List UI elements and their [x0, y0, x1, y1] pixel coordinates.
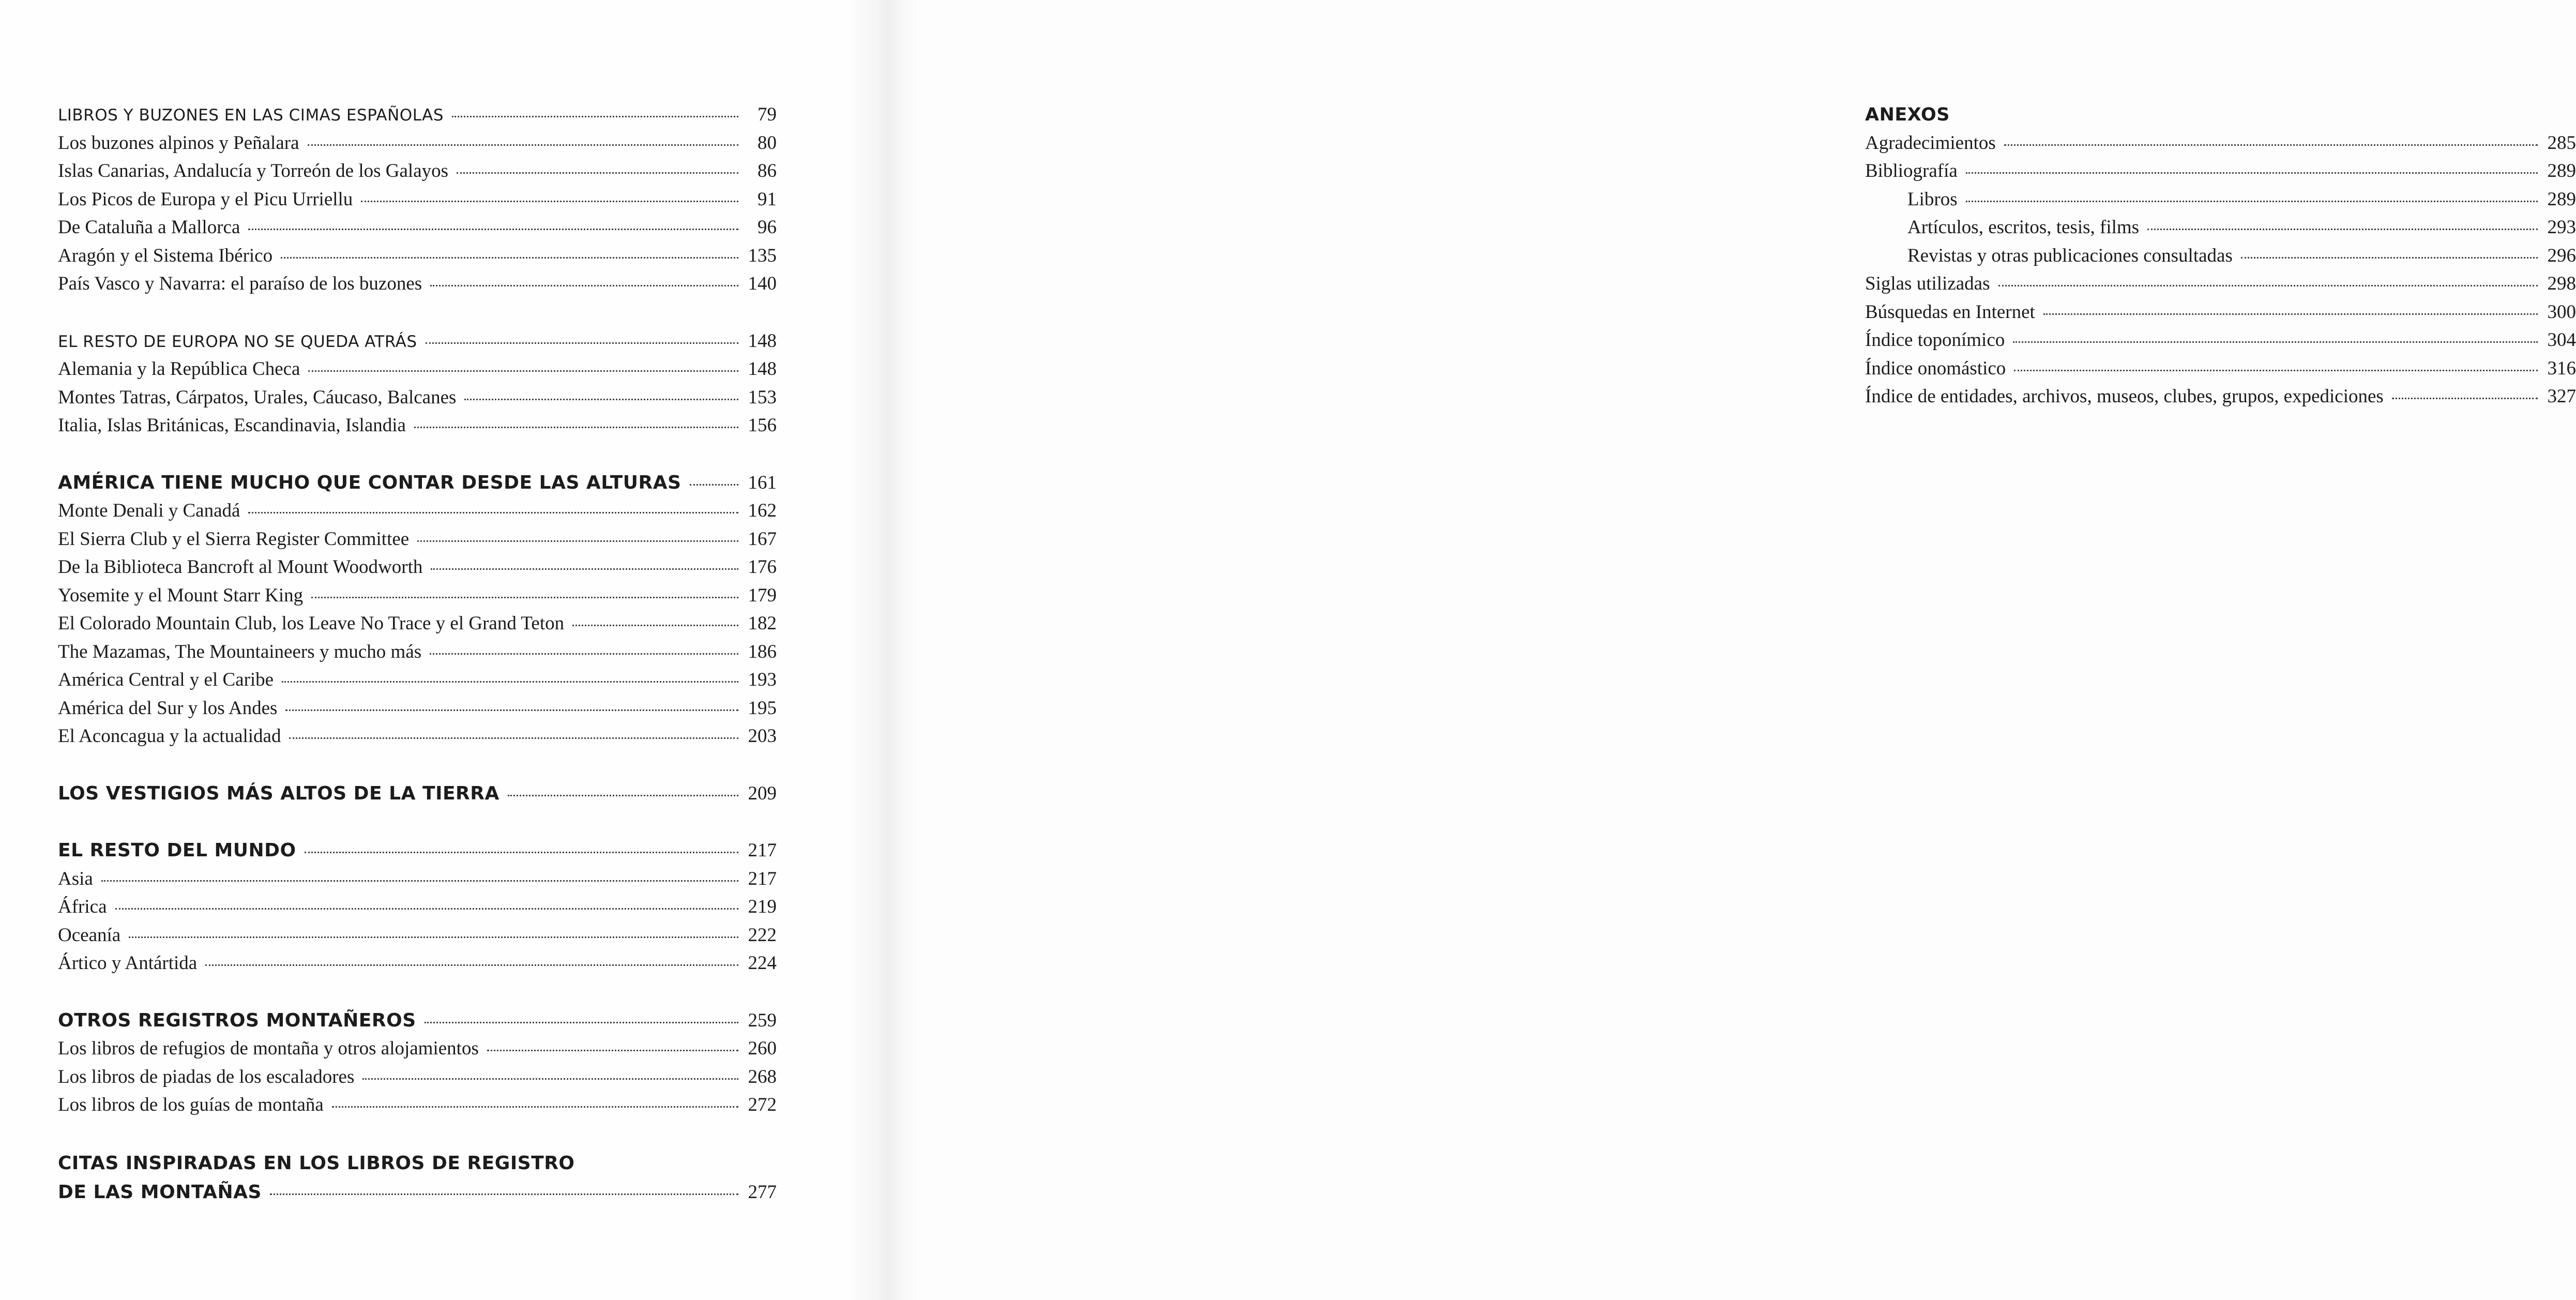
page-number: 298: [2547, 273, 2576, 294]
page-number: 260: [748, 1038, 777, 1059]
final-section-heading-line2: [58, 1178, 777, 1207]
toc-entry: [58, 865, 777, 894]
section-gap: [58, 751, 777, 780]
toc-entry: [1865, 298, 2576, 327]
page-number: 316: [2547, 357, 2576, 379]
toc-entry-label: El Aconcagua y la actualidad: [58, 725, 281, 747]
dot-leader: [248, 512, 738, 513]
section-heading-label: OTROS REGISTROS MONTAÑEROS: [58, 1009, 416, 1031]
toc-entry-label: El Colorado Mountain Club, los Leave No Trace y el Grand Teton: [58, 613, 565, 634]
dot-leader: [2392, 398, 2538, 399]
section-heading-label: EL RESTO DEL MUNDO: [58, 840, 296, 861]
toc-entry-label: África: [58, 896, 107, 917]
page-number: 79: [757, 104, 777, 125]
toc-entry-label: Los libros de refugios de montaña y otros alojamientos: [58, 1038, 479, 1059]
dot-leader: [572, 625, 738, 626]
page-number: 222: [748, 924, 777, 946]
page-number: 182: [748, 613, 777, 634]
left-toc: [58, 101, 777, 1206]
toc-entry: [58, 582, 777, 610]
section-heading: [58, 1007, 777, 1035]
dot-leader: [430, 653, 738, 655]
toc-entry-label: The Mazamas, The Mountaineers y mucho más: [58, 641, 422, 662]
page-number: 285: [2547, 132, 2576, 154]
dot-leader: [2241, 257, 2538, 259]
section-heading-label: AMÉRICA TIENE MUCHO QUE CONTAR DESDE LAS ALTURAS: [58, 472, 681, 493]
dot-leader: [115, 908, 739, 910]
section-gap: [58, 808, 777, 837]
page-number: 153: [748, 386, 777, 408]
toc-entry: [58, 638, 777, 667]
toc-entry: [1865, 270, 2576, 298]
toc-entry: [58, 525, 777, 554]
section-gap: [58, 440, 777, 469]
dot-leader: [289, 737, 738, 739]
page-number: 296: [2547, 245, 2576, 266]
section-heading: [58, 837, 777, 865]
dot-leader: [129, 936, 738, 938]
toc-entry-label: Monte Denali y Canadá: [58, 500, 240, 521]
toc-entry-label: De Cataluña a Mallorca: [58, 217, 240, 238]
toc-entry: [1865, 383, 2576, 411]
toc-entry-label: Alemania y la República Checa: [58, 358, 300, 380]
toc-entry: [58, 694, 777, 723]
section-gap: [58, 978, 777, 1007]
toc-entry-label: Los Picos de Europa y el Picu Urriellu: [58, 188, 353, 210]
dot-leader: [487, 1050, 738, 1051]
toc-entry: [58, 666, 777, 694]
page-number: 277: [748, 1181, 777, 1203]
dot-leader: [426, 342, 738, 344]
toc-entry: [58, 1063, 777, 1092]
final-section-label: DE LAS MONTAÑAS: [58, 1181, 262, 1203]
dot-leader: [1966, 172, 2538, 174]
toc-entry-label: Los libros de piadas de los escaladores: [58, 1066, 355, 1087]
toc-entry: [58, 497, 777, 525]
page-number: 179: [748, 584, 777, 606]
dot-leader: [464, 399, 738, 400]
page-number: 86: [757, 160, 777, 182]
page-number: 156: [748, 415, 777, 436]
toc-subentry-label: Artículos, escritos, tesis, films: [1907, 217, 2140, 238]
section-gap: [58, 1120, 777, 1148]
page-number: 293: [2547, 217, 2576, 238]
toc-entry: [1865, 157, 2576, 186]
toc-subentry-label: Libros: [1907, 188, 1958, 210]
dot-leader: [2043, 313, 2538, 315]
toc-entry: [58, 722, 777, 751]
toc-entry-label: Los buzones alpinos y Peñalara: [58, 132, 299, 154]
toc-entry-label: Siglas utilizadas: [1865, 273, 1990, 294]
toc-subentry: [1865, 214, 2576, 242]
dot-leader: [2014, 370, 2538, 371]
section-heading-label: LOS VESTIGIOS MÁS ALTOS DE LA TIERRA: [58, 782, 499, 804]
dot-leader: [101, 880, 738, 882]
anexos-heading: ANEXOS: [1865, 104, 1950, 125]
toc-entry-label: Índice toponímico: [1865, 329, 2005, 351]
toc-entry-label: Yosemite y el Mount Starr King: [58, 584, 304, 606]
page-number: 289: [2547, 160, 2576, 182]
dot-leader: [332, 1106, 738, 1108]
page-number: 96: [757, 217, 777, 238]
dot-leader: [431, 568, 738, 570]
toc-entry: [58, 186, 777, 214]
toc-subentry: [1865, 242, 2576, 270]
page-number: 268: [748, 1066, 777, 1087]
dot-leader: [457, 172, 738, 174]
dot-leader: [2013, 341, 2538, 343]
dot-leader: [414, 427, 738, 428]
toc-entry-label: Agradecimientos: [1865, 132, 1996, 154]
toc-entry: [58, 157, 777, 186]
page-number: 80: [757, 132, 777, 154]
toc-entry-label: América del Sur y los Andes: [58, 697, 278, 719]
page-number: 217: [748, 868, 777, 889]
dot-leader: [361, 201, 738, 202]
right-toc: [1865, 101, 2576, 411]
section-heading: [58, 327, 777, 356]
toc-entry-label: Islas Canarias, Andalucía y Torreón de los Galayos: [58, 160, 449, 182]
page-number: 135: [748, 245, 777, 266]
section-heading: [58, 780, 777, 808]
toc-entry-label: América Central y el Caribe: [58, 669, 274, 690]
toc-entry: [58, 384, 777, 412]
page-number: 148: [748, 330, 777, 352]
toc-entry-label: Asia: [58, 868, 93, 889]
dot-leader: [270, 1193, 738, 1195]
page-number: 176: [748, 556, 777, 578]
dot-leader: [248, 229, 738, 230]
book-gutter-shadow: [848, 0, 920, 1300]
page-number: 161: [748, 472, 777, 493]
toc-entry-label: Italia, Islas Británicas, Escandinavia, Islandia: [58, 415, 406, 436]
toc-entry: [58, 270, 777, 298]
toc-entry: [1865, 129, 2576, 158]
toc-entry-label: Aragón y el Sistema Ibérico: [58, 245, 273, 266]
page-number: 289: [2547, 188, 2576, 210]
section-heading: [58, 469, 777, 497]
section-heading: [58, 101, 777, 129]
dot-leader: [452, 116, 738, 117]
anexos-list: [1865, 129, 2576, 411]
dot-leader: [425, 1022, 738, 1023]
page-number: 148: [748, 358, 777, 380]
page-number: 193: [748, 669, 777, 690]
section-heading-label: LIBROS Y BUZONES EN LAS CIMAS ESPAÑOLAS: [58, 106, 444, 125]
toc-entry: [58, 242, 777, 270]
page-number: 162: [748, 500, 777, 521]
toc-entry: [58, 553, 777, 582]
toc-entry-label: Montes Tatras, Cárpatos, Urales, Cáucaso, Balcanes: [58, 386, 457, 408]
toc-entry: [58, 214, 777, 242]
dot-leader: [205, 964, 738, 966]
page-number: 167: [748, 528, 777, 550]
page-number: 203: [748, 725, 777, 747]
toc-entry: [58, 949, 777, 978]
toc-entry: [1865, 355, 2576, 383]
toc-entry: [1865, 326, 2576, 355]
left-page: [0, 0, 879, 1300]
toc-entry-label: País Vasco y Navarra: el paraíso de los buzones: [58, 273, 422, 294]
page-number: 327: [2547, 386, 2576, 407]
toc-entry-label: Índice onomástico: [1865, 357, 2006, 379]
toc-entry-label: Bibliografía: [1865, 160, 1958, 182]
page-number: 272: [748, 1094, 777, 1115]
dot-leader: [2147, 229, 2538, 230]
toc-entry-label: De la Biblioteca Bancroft al Mount Woodworth: [58, 556, 423, 578]
dot-leader: [308, 370, 738, 372]
toc-entry-label: Ártico y Antártida: [58, 953, 198, 974]
page-number: 259: [748, 1009, 777, 1031]
page-number: 217: [748, 840, 777, 861]
dot-leader: [285, 709, 738, 711]
dot-leader: [690, 484, 738, 486]
toc-subentry: [1865, 186, 2576, 214]
page-number: 300: [2547, 301, 2576, 323]
dot-leader: [2004, 144, 2538, 146]
dot-leader: [1998, 285, 2538, 286]
toc-entry-label: Búsquedas en Internet: [1865, 301, 2035, 323]
toc-entry: [58, 1035, 777, 1063]
dot-leader: [508, 795, 738, 796]
dot-leader: [282, 681, 738, 683]
toc-entry-label: Índice de entidades, archivos, museos, clubes, grupos, expediciones: [1865, 386, 2384, 407]
dot-leader: [362, 1078, 738, 1080]
page-number: 209: [748, 782, 777, 804]
page-number: 140: [748, 273, 777, 294]
toc-entry: [58, 610, 777, 638]
page-number: 186: [748, 641, 777, 662]
toc-entry: [58, 921, 777, 950]
dot-leader: [1966, 201, 2538, 202]
toc-entry-label: Los libros de los guías de montaña: [58, 1094, 324, 1115]
dot-leader: [430, 285, 738, 286]
dot-leader: [308, 144, 739, 146]
toc-entry: [58, 412, 777, 440]
final-section-heading-line1: CITAS INSPIRADAS EN LOS LIBROS DE REGISTRO: [58, 1152, 575, 1174]
page-number: 195: [748, 697, 777, 719]
dot-leader: [281, 257, 738, 259]
page-number: 304: [2547, 329, 2576, 351]
section-heading-label: EL RESTO DE EUROPA NO SE QUEDA ATRÁS: [58, 332, 417, 351]
page-number: 91: [757, 188, 777, 210]
toc-entry: [58, 355, 777, 384]
toc-subentry-label: Revistas y otras publicaciones consultadas: [1907, 245, 2233, 266]
page-number: 219: [748, 896, 777, 917]
dot-leader: [417, 540, 738, 542]
dot-leader: [305, 852, 738, 853]
section-gap: [58, 298, 777, 327]
page-number: 224: [748, 953, 777, 974]
toc-entry: [58, 893, 777, 921]
right-page: [879, 0, 2576, 1300]
toc-entry-label: Oceanía: [58, 924, 121, 946]
toc-entry: [58, 129, 777, 158]
toc-entry-label: El Sierra Club y el Sierra Register Committee: [58, 528, 410, 550]
dot-leader: [311, 597, 738, 598]
toc-entry: [58, 1091, 777, 1120]
